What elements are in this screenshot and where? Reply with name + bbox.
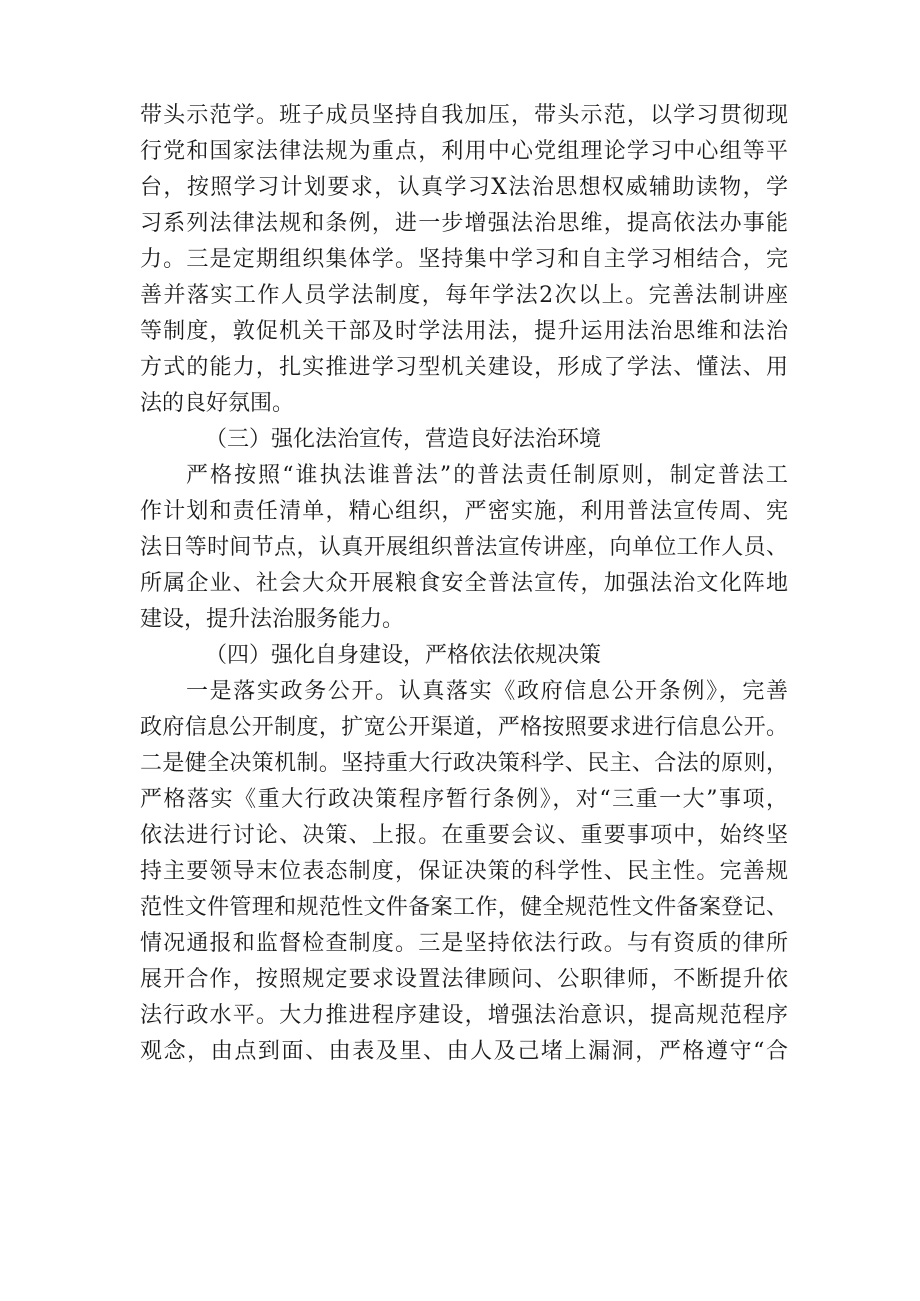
text-line: 等制度，敦促机关干部及时学法用法，提升运用法治思维和法治 — [140, 319, 788, 344]
text-line: 法的良好氛围。 — [140, 391, 295, 416]
text-line: 带头示范学。班子成员坚持自我加压，带头示范，以学习贯彻现 — [140, 103, 788, 128]
text-line: 作计划和责任清单，精心组织，严密实施，利用普法宣传周、宪 — [140, 499, 788, 524]
text-line: 法日等时间节点，认真开展组织普法宣传讲座，向单位工作人员、 — [140, 535, 788, 560]
text-line: 力。三是定期组织集体学。坚持集中学习和自主学习相结合，完 — [140, 247, 788, 272]
section-heading-3: （三）强化法治宣传，营造良好法治环境 — [205, 427, 602, 452]
text-line: 台，按照学习计划要求，认真学习X法治思想权威辅助读物，学 — [140, 175, 788, 200]
text-line: 严格落实《重大行政决策程序暂行条例》，对“三重一大”事项， — [140, 787, 788, 812]
paragraph-decision — [140, 674, 788, 1070]
paragraph-study — [140, 98, 788, 422]
text-line: 一是落实政务公开。认真落实《政府信息公开条例》，完善 — [186, 679, 788, 704]
text-line: 展开合作，按照规定要求设置法律顾问、公职律师，不断提升依 — [140, 967, 788, 992]
section-heading-4: （四）强化自身建设，严格依法依规决策 — [205, 643, 602, 668]
text-line: 方式的能力，扎实推进学习型机关建设，形成了学法、懂法、用 — [140, 355, 788, 380]
text-line: 法行政水平。大力推进程序建设，增强法治意识，提高规范程序 — [140, 1003, 788, 1028]
paragraph-publicity — [140, 458, 788, 638]
text-line: 所属企业、社会大众开展粮食安全普法宣传，加强法治文化阵地 — [140, 571, 788, 596]
text-line: 建设，提升法治服务能力。 — [140, 607, 405, 632]
text-line: 持主要领导末位表态制度，保证决策的科学性、民主性。完善规 — [140, 859, 788, 884]
text-line: 善并落实工作人员学法制度，每年学法2次以上。完善法制讲座 — [140, 283, 788, 308]
text-line: 观念，由点到面、由表及里、由人及己堵上漏洞，严格遵守“合 — [140, 1039, 788, 1064]
text-line: 二是健全决策机制。坚持重大行政决策科学、民主、合法的原则， — [140, 751, 788, 776]
text-line: 范性文件管理和规范性文件备案工作，健全规范性文件备案登记、 — [140, 895, 788, 920]
text-line: 习系列法律法规和条例，进一步增强法治思维，提高依法办事能 — [140, 211, 788, 236]
text-line: 行党和国家法律法规为重点，利用中心党组理论学习中心组等平 — [140, 139, 788, 164]
text-line: 依法进行讨论、决策、上报。在重要会议、重要事项中，始终坚 — [140, 823, 788, 848]
text-line: 政府信息公开制度，扩宽公开渠道，严格按照要求进行信息公开。 — [140, 715, 788, 740]
text-line: 严格按照“谁执法谁普法”的普法责任制原则，制定普法工 — [186, 463, 788, 488]
text-line: 情况通报和监督检查制度。三是坚持依法行政。与有资质的律所 — [140, 931, 788, 956]
document-page — [140, 98, 788, 1070]
